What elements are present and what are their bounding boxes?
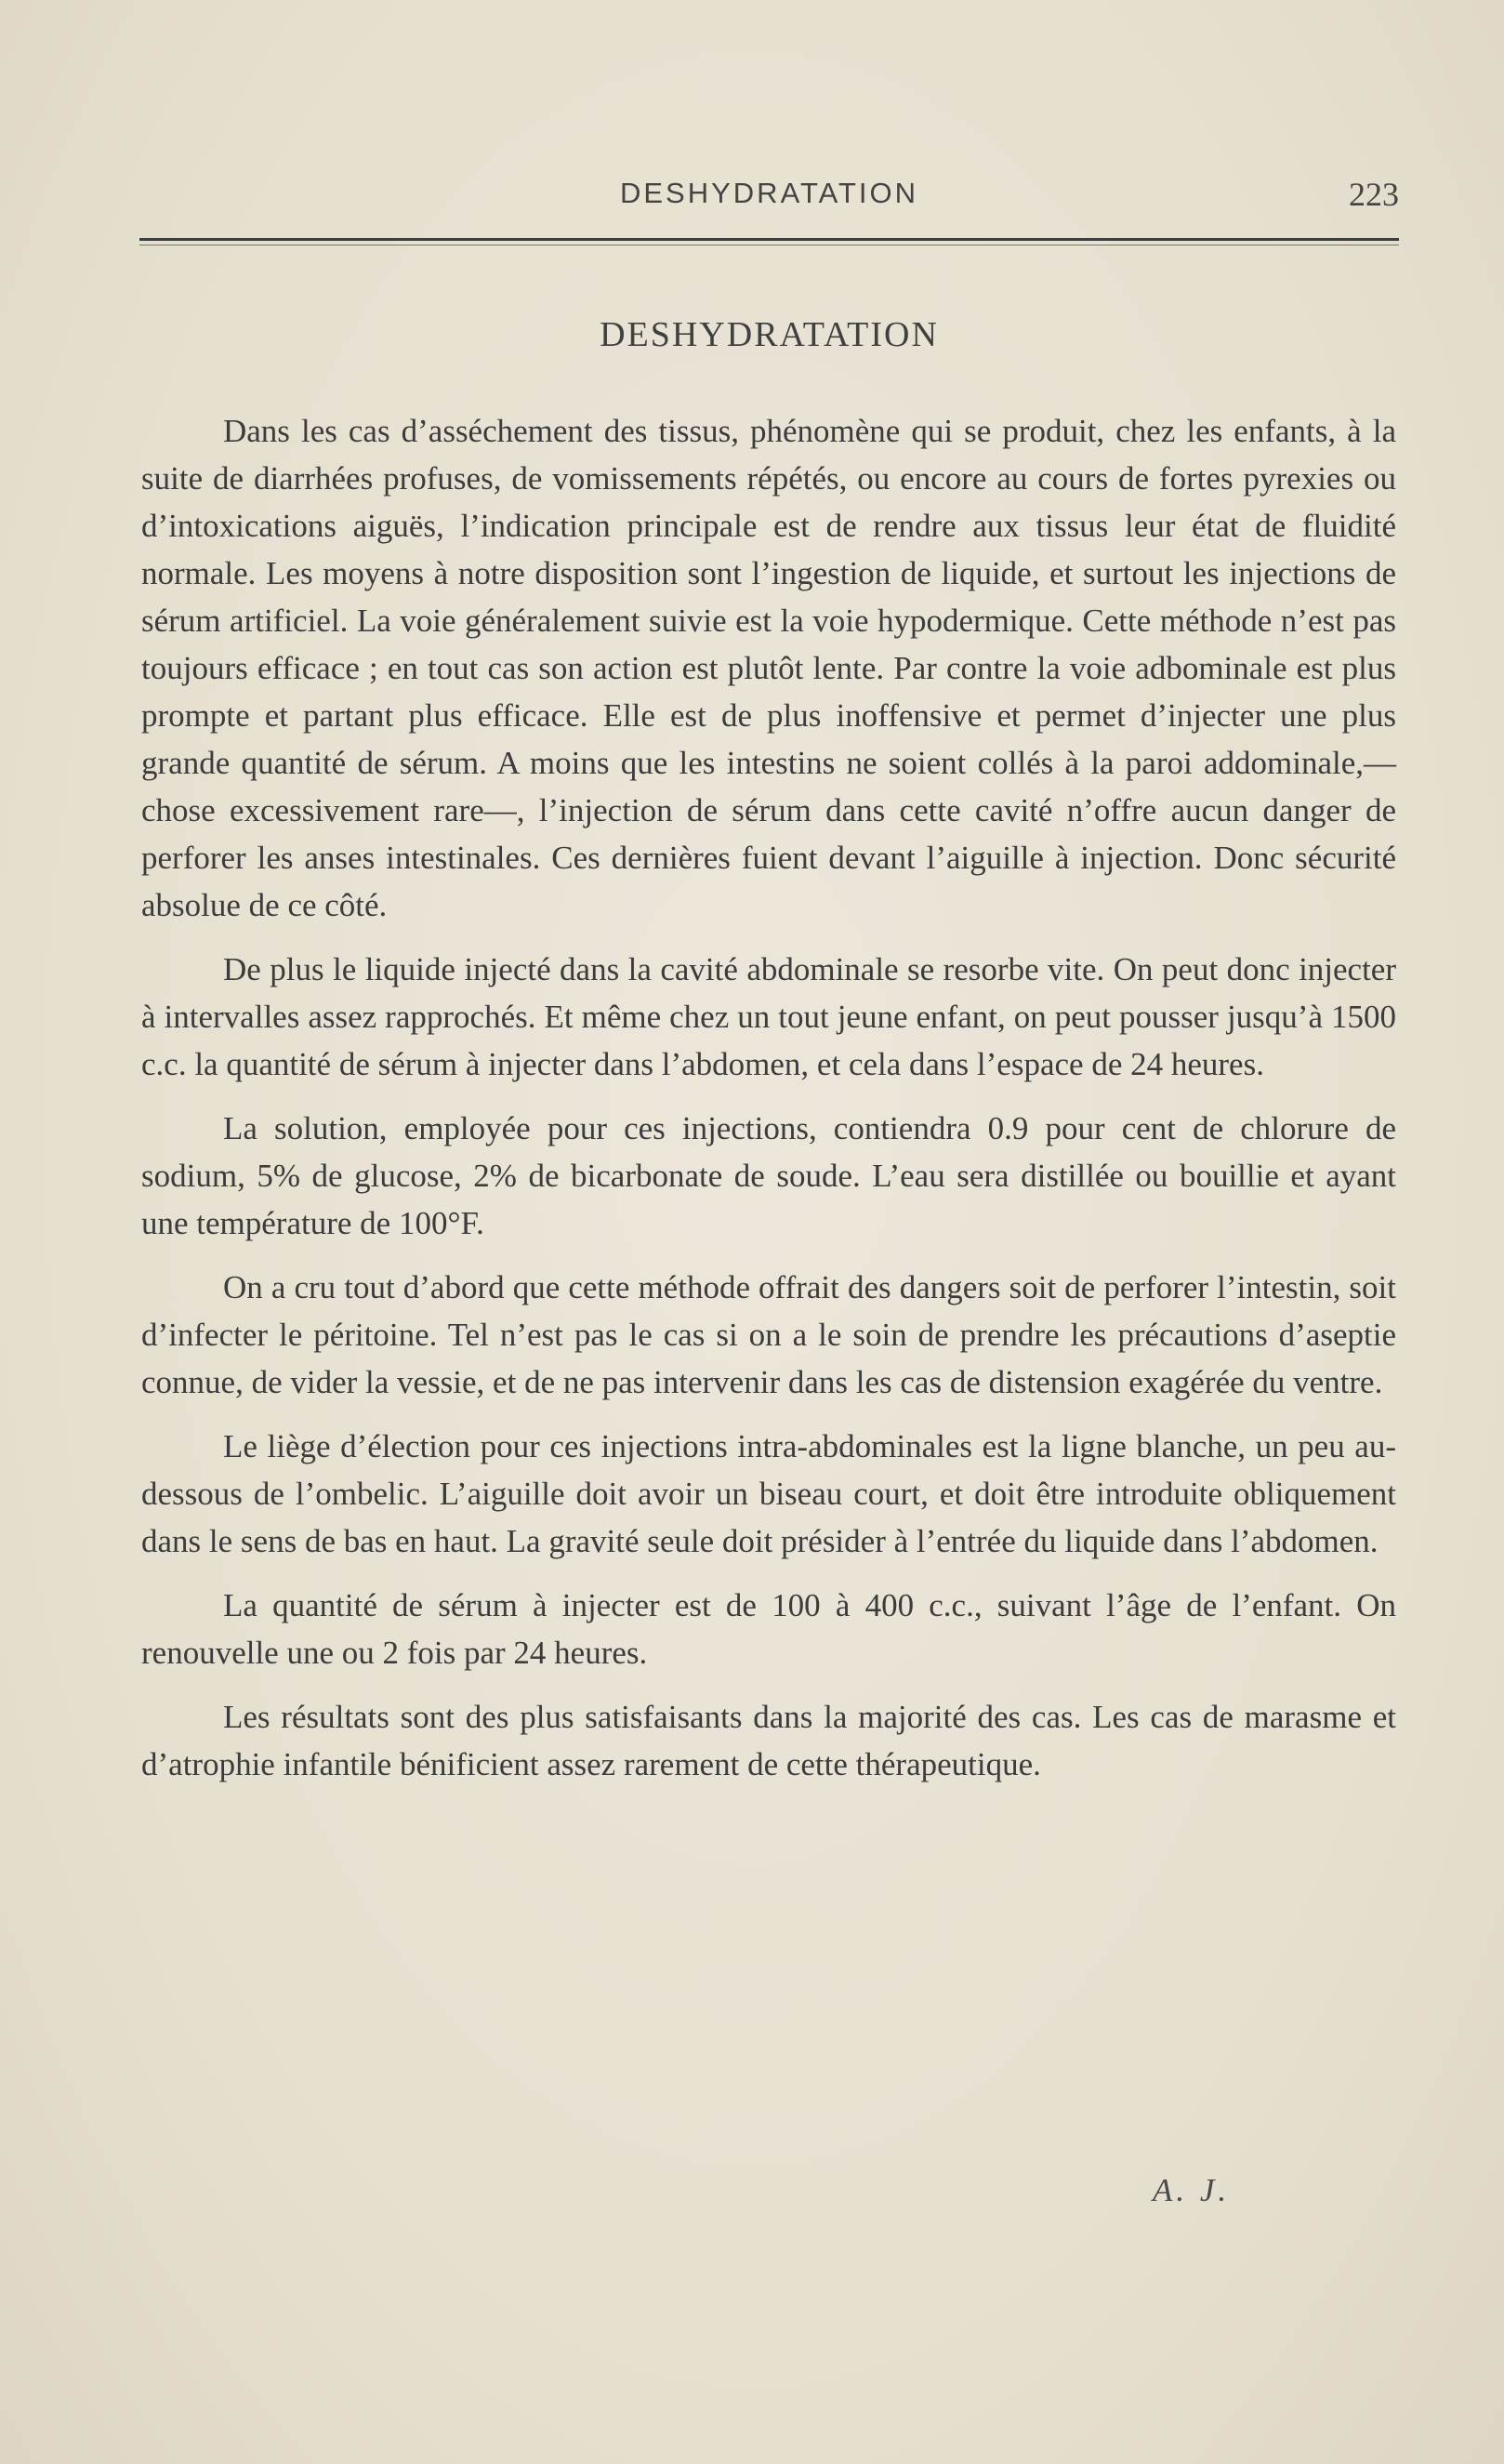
article-title: DESHYDRATATION (600, 315, 939, 354)
running-header (139, 177, 1399, 223)
running-title: DESHYDRATATION (619, 177, 918, 209)
paragraph: Les résultats sont des plus satisfaisants dans la majorité des cas. Les cas de marasme et d’atrophie infantile bénificient assez rarement de cette thérapeutique. (141, 1699, 1396, 1782)
paragraph: On a cru tout d’abord que cette méthode offrait des dangers soit de perforer l’intestin, soit d’infecter le péritoine. Tel n’est pas le cas si on a le soin de prendre les précautions d’aseptie connue, de vider la vessie, et de ne pas intervenir dans les cas de distension exagérée du ventre. (141, 1269, 1396, 1400)
header-rule (139, 238, 1399, 245)
paragraph: Le liège d’élection pour ces injections intra-abdominales est la ligne blanche, un peu au-dessous de l’ombelic. L’aiguille doit avoir un biseau court, et doit être introduite obliquement dans le sens de bas en haut. La gravité seule doit présider à l’entrée du liquide dans l’abdomen. (141, 1428, 1396, 1559)
author-signature: A. J. (1153, 2172, 1231, 2208)
page-number: 223 (1349, 176, 1399, 213)
article-body (141, 407, 1396, 1805)
paragraph: Dans les cas d’asséchement des tissus, phénomène qui se produit, chez les enfants, à la suite de diarrhées profuses, de vomissements répétés, ou encore au cours de fortes pyrexies ou d’intoxications aiguës, l’indication principale est de rendre aux tissus leur état de fluidité normale. Les moyens à notre disposition sont l’ingestion de liquide, et surtout les injections de sérum artificiel. La voie généralement suivie est la voie hypodermique. Cette méthode n’est pas toujours efficace ; en tout cas son action est plutôt lente. Par contre la voie adbominale est plus prompte et partant plus efficace. Elle est de plus inoffensive et permet d’injecter une plus grande quantité de sérum. A moins que les intestins ne soient collés à la paroi addominale,—chose excessivement rare—, l’injection de sérum dans cette cavité n’offre aucun danger de perforer les anses intestinales. Ces dernières fuient devant l’aiguille à injection. Donc sécurité absolue de ce côté. (141, 413, 1396, 923)
paragraph: La solution, employée pour ces injections, contiendra 0.9 pour cent de chlorure de sodium, 5% de glucose, 2% de bicarbonate de soude. L’eau sera distillée ou bouillie et ayant une température de 100°F. (141, 1110, 1396, 1241)
paragraph: La quantité de sérum à injecter est de 100 à 400 c.c., suivant l’âge de l’enfant. On renouvelle une ou 2 fois par 24 heures. (141, 1587, 1396, 1671)
paragraph: De plus le liquide injecté dans la cavité abdominale se resorbe vite. On peut donc injecter à intervalles assez rapprochés. Et même chez un tout jeune enfant, on peut pousser jusqu’à 1500 c.c. la quantité de sérum à injecter dans l’abdomen, et cela dans l’espace de 24 heures. (141, 951, 1396, 1082)
